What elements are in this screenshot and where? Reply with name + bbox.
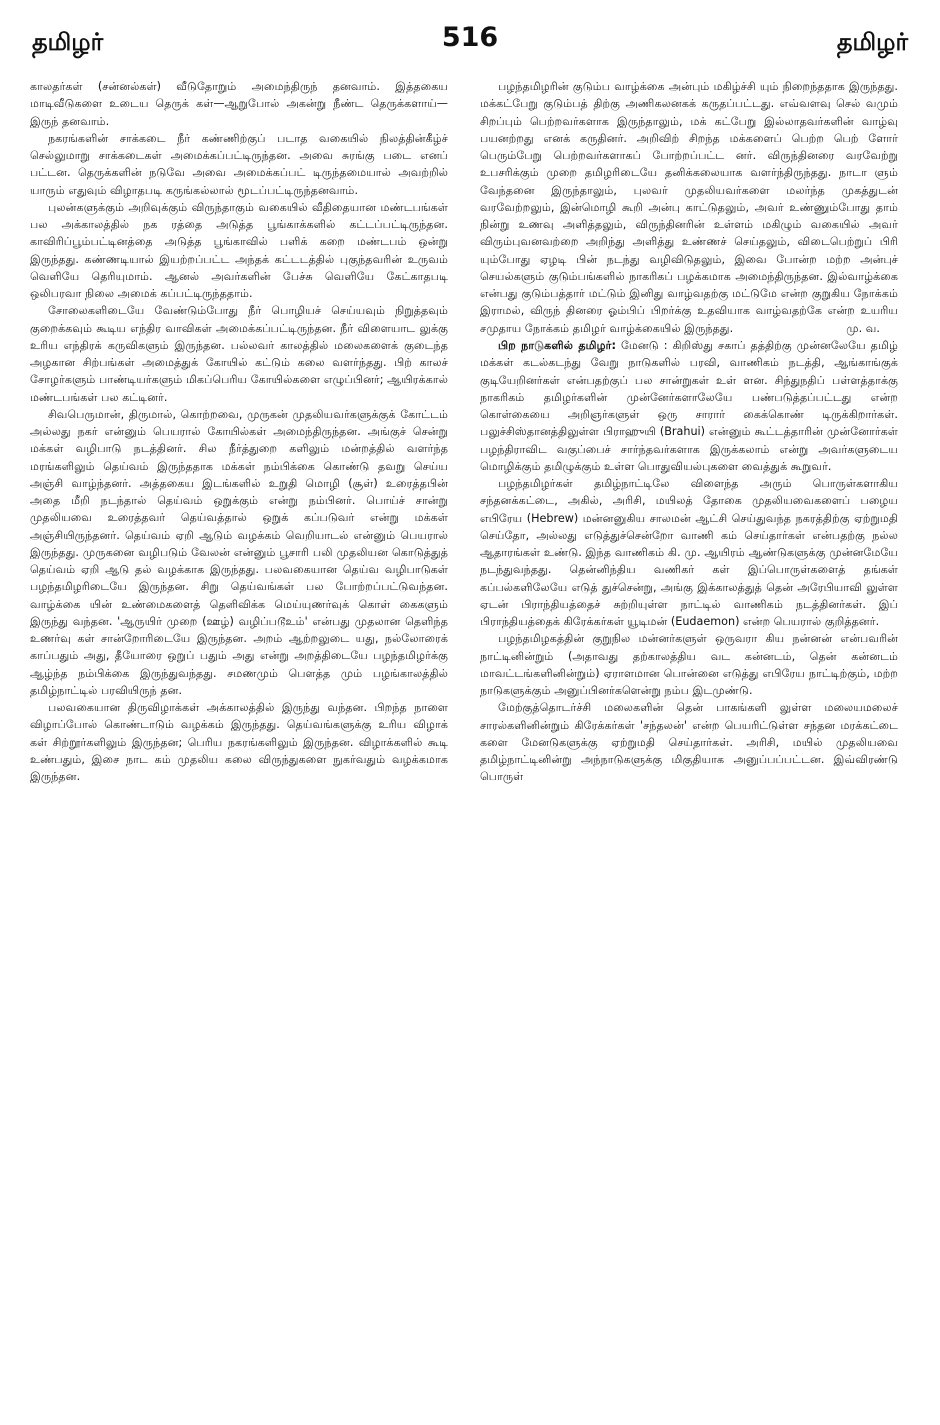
entry-paragraph: [480, 337, 898, 475]
paragraph: பலவகையான திருவிழாக்கள் அக்காலத்தில் இருந்து வந்தன. பிறந்த நாளை விழாப்போல் கொண்டாடும் வழக்கம் இருந்தது. தெய்வங்களுக்கு உரிய விழாக் கள் சிற்றூர்களிலும் இருந்தன; பெரிய நகரங்களிலும் இருந்தன. விழாக்களில் கூடி உண்பதும், இசை நாட கம் முதலிய கலை விருந்துகளை நுகர்வதும் வழக்கமாக இருந்தன.: [30, 701, 448, 783]
paragraph: காலதர்கள் (சன்னல்கள்) வீடுதோறும் அமைந்திருந் தனவாம். இத்தகைய மாடிவீடுகளை உடைய தெருக் கள்—ஆறுபோல் அகன்று நீண்ட தெருக்களாய்—இருந் தனவாம்.: [30, 80, 448, 128]
entry-text: மேனடு : கிறிஸ்து சகாப் தத்திற்கு முன்னலேயே தமிழ் மக்கள் கடல்கடந்து வேறு நாடுகளில் பரவி, வாணிகம் நடத்தி, ஆங்காங்குக் குடியேறினர்கள் என்பதற்குப் பல சான்றுகள் உள் ளன. சிந்துநதிப் பள்ளத்தாக்கு நாகரிகம் தமிழர்களின் முன்னேர்களாலேயே பண்படுத்தப்பட்டது என்ற கொள்கையை அறிஞர்களுள் ஒரு சாரார் கைக்கொண் டிருக்கிறார்கள். பலுச்சிஸ்தானத்திலுள்ள பிராஹுயி (Brahui) என்னும் கூட்டத்தாரின் முன்னோர்கள் பழந்திராவிட வகுப்பைச் சார்ந்தவர்களாக இருக்கலாம் என்று அவர்களுடைய மொழிக்கும் தமிழுக்கும் உள்ள பொதுவியல்புகளை வைத்துக் கூறுவர்.: [480, 339, 898, 473]
paragraph: புலன்களுக்கும் அறிவுக்கும் விருந்தாகும் வகையில் வீதிதையான மண்டபங்கள் பல அக்காலத்தில் நக ரத்தை அடுத்த பூங்காக்களில் கட்டப்பட்டிருந்தன. காவிரிப்பூம்பட்டினத்தை அடுத்த பூங்காவில் பளிக் கறை மண்டபம் ஒன்று இருந்தது. கண்ணடியால் இயற்றப்பட்ட அந்தக் கட்டடத்தில் புகுந்தவரின் உருவம் வெளியே தெரியுமாம். ஆனல் அவர்களின் பேச்சு வெளியே கேட்காதபடி ஒலிபரவா நிலை அமைக் கப்பட்டிருந்ததாம்.: [30, 200, 448, 300]
paragraph: பழந்தமிழகத்தின் குறுநில மன்னர்களுள் ஒருவரா கிய நன்னன் என்பவரின் நாட்டினின்றும் (அதாவது தற்காலத்திய வட கன்னடம், தென் கன்னடம் மாவட்டங்களினின்றும்) ஏராளமான பொன்னை எடுத்து எபிரேய நாட்டிற்கும், மற்ற நாடுகளுக்கும் அனுப்பினர்களென்று நம்ப இடமுண்டு.: [480, 632, 898, 697]
page-header: [0, 0, 940, 62]
paragraph: பழந்தமிழர்கள் தமிழ்நாட்டிலே விளைந்த அரும் பொருள்களாகிய சந்தனக்கட்டை, அகில், அரிசி, மயிலத் தோகை முதலியவைகளைப் பழைய எபிரேய (Hebrew) மன்னனுகிய சாலமன் ஆட்சி செய்துவந்த நகரத்திற்கு ஏற்றுமதி செய்தோ, அல்லது எடுத்துச்சென்றோ வாணி கம் செய்தார்கள் என்பதற்கு நல்ல ஆதாரங்கள் உண்டு. இந்த வாணிகம் கி. மு. ஆயிரம் ஆண்டுகளுக்கு முன்னமேயே நடந்துவந்தது. தென்னிந்திய வணிகர் கள் இப்பொருள்களைத் தங்கள் கப்பல்களிலேயே எடுத் துச்சென்று, அங்கு இக்காலத்துத் தென் அரேபியாவி லுள்ள ஏடன் பிராந்தியத்தைச் சுற்றியுள்ள நாட்டில் வாணிகம் நடத்தினர்கள். இப் பிராந்தியத்தைக் கிரேக்கர்கள் யூடிமன் (Eudaemon) என்ற பெயரால் குறித்தனர்.: [480, 477, 898, 628]
page-number: 516: [441, 22, 499, 53]
paragraph: சிவபெருமான், திருமால், கொற்றவை, முருகன் முதலியவர்களுக்குக் கோட்டம் அல்லது நகர் என்னும் பெயரால் கோயில்கள் அமைந்திருந்தன. அங்குச் சென்று மக்கள் வழிபாடு நடத்தினர். சில நீர்த்துறை களிலும் மன்றத்தில் வளர்ந்த மரங்களிலும் தெய்வம் இருந்ததாக மக்கள் நம்பிக்கை கொண்டு தவறு செய்ய அஞ்சி வாழ்ந்தனர். அத்தகைய இடங்களில் உறுதி மொழி (சூள்) உரைத்தபின் அதை மீறி நடந்தால் தெய்வம் ஒறுக்கும் என்று நம்பினர். பொய்ச் சான்று முதலியவை உரைத்தவர் தெய்வத்தால் ஒறுக் கப்படுவர் என்று மக்கள் அஞ்சியிருந்தனர். தெய்வம் ஏறி ஆடும் வழக்கம் வெறியாடல் என்னும் பெயரால் இருந்தது. முருகனை வழிபடும் வேலன் என்னும் பூசாரி பலி முதலியன கொடுத்துத் தெய்வம் ஏறி ஆடு தல் வழக்காக இருந்தது. பலவகையான தெய்வ வழிபாடுகள் பழந்தமிழரிடையே இருந்தன. சிறு தெய்வங்கள் பல போற்றப்பட்டுவந்தன. வாழ்க்கை யின் உண்மைகளைத் தெளிவிக்க மெய்யுணர்வுக் கொள் கைகளும் இருந்து வந்தன. 'ஆருயிர் முறை (ஊழ்) வழிப்படூஉம்' என்பது முதலான தெளிந்த உணர்வு கள் சான்றோரிடையே இருந்தன. அறம் ஆற்றலுடை யது, நல்லோரைக் காப்பதும் அது, தீயோரை ஒறுப் பதும் அது என்று அறத்திடையே பழந்தமிழர்க்கு ஆழ்ந்த நம்பிக்கை இருந்துவந்தது. சமணமும் பௌத்த மும் பழங்காலத்தில் தமிழ்நாட்டில் பரவியிருந் தன.: [30, 407, 448, 697]
paragraph: சோலைகளிடையே வேண்டும்போது நீர் பொழியச் செய்யவும் நிறுத்தவும் குறைக்கவும் கூடிய எந்திர வாவிகள் அமைக்கப்பட்டிருந்தன. நீர் விளையாட லுக்கு உரிய எந்திரக் கருவிகளும் இருந்தன. பல்லவர் காலத்தில் மலைகளைக் குடைந்த அழகான சிற்பங்கள் அமைத்துக் கோயில் கட்டும் கலை வளர்ந்தது. பிற் காலச் சோழர்களும் பாண்டியர்களும் மிகப்பெரிய கோயில்களை எழுப்பினர்; ஆயிரக்கால் மண்டபங்கள் பல கட்டினர்.: [30, 304, 448, 404]
right-column: [480, 78, 898, 786]
paragraph: பழந்தமிழரின் குடும்ப வாழ்க்கை அன்பும் மகிழ்ச்சி யும் நிறைந்ததாக இருந்தது. மக்கட்பேறு குடும்பத் திற்கு அணிகலனகக் கருதப்பட்டது. எவ்வளவு செல் வமும் சிறப்பும் பெற்றவர்களாக இருந்தாலும், மக் கட்பேறு இல்லாதவர்களின் வாழ்வு பயனற்றது எனக் கருதினர். அறிவிற் சிறந்த மக்களைப் பெற்ற பெற் ளோர் பெரும்பேறு பெற்றவர்களாகப் போற்றப்பட்ட னர். விருந்தினரை வரவேற்று உபசரிக்கும் முறை தமிழரிடையே தனிக்கலையாக வளர்ந்திருந்தது. நாடா ளும் வேந்தனை இருந்தாலும், புலவர் முதலியவர்களை மலர்ந்த முகத்துடன் வரவேற்றலும், இன்மொழி கூறி அன்பு காட்டுதலும், அவர் உண்ணும்போது தாம் நின்று உணவு அளித்தலும், விருந்தினரின் உள்ளம் மகிழும் வகையில் அவர் விரும்புவனவற்றை அறிந்து அளித்து உண்ணச் செய்தலும், விடைபெற்றுப் பிரி யும்போது ஏழடி பின் நடந்து வழிவிடுதலும், இவை போன்ற மற்ற அன்புச் செயல்களும் குடும்பங்களில் நாகரிகப் பழக்கமாக அமைந்திருந்தன. இல்வாழ்க்கை என்பது குடும்பத்தார் மட்டும் இனிது வாழ்வதற்கு மட்டுமே என்ற குறுகிய நோக்கம் இராமல், விருந் தினரை ஓம்பிப் பிறர்க்கு உதவியாக வாழ்வதற்கே என்ற உயரிய சமுதாய நோக்கம் தமிழர் வாழ்க்கையில் இருந்தது.: [480, 80, 898, 335]
entry-heading: பிற நாடுகளில் தமிழர்:: [498, 339, 616, 352]
running-head-right: தமிழர்: [836, 28, 908, 56]
left-column: [30, 78, 448, 785]
running-head-left: தமிழர்: [32, 28, 104, 56]
author-initials: மு. வ.: [846, 321, 880, 335]
paragraph: நகரங்களின் சாக்கடை நீர் கண்ணிற்குப் படாத வகையில் நிலத்தின்கீழ்ச் செல்லுமாறு சாக்கடைகள் அமைக்கப்பட்டிருந்தன. அவை சுரங்கு படை எனப் பட்டன. தெருக்களின் நடுவே அவை அமைக்கப்பட் டிருந்தமையால் அவற்றில் யாரும் எதுவும் விழாதபடி கருங்கல்லால் மூடப்பட்டிருந்தனவாம்.: [30, 131, 448, 197]
paragraph: மேற்குத்தொடர்ச்சி மலைகளின் தென் பாகங்களி லுள்ள மலையமலைச் சாரல்களினின்றும் கிரேக்கர்கள் 'சந்தலன்' என்ற பெயரிட்டுள்ள சந்தன மரக்கட்டை களை மேனடுகளுக்கு ஏற்றுமதி செய்தார்கள். அரிசி, மயில் முதலியவை தமிழ்நாட்டினின்று அந்நாடுகளுக்கு மிகுதியாக அனுப்பப்பட்டன. இவ்விரண்டு பொருள்: [480, 701, 898, 784]
